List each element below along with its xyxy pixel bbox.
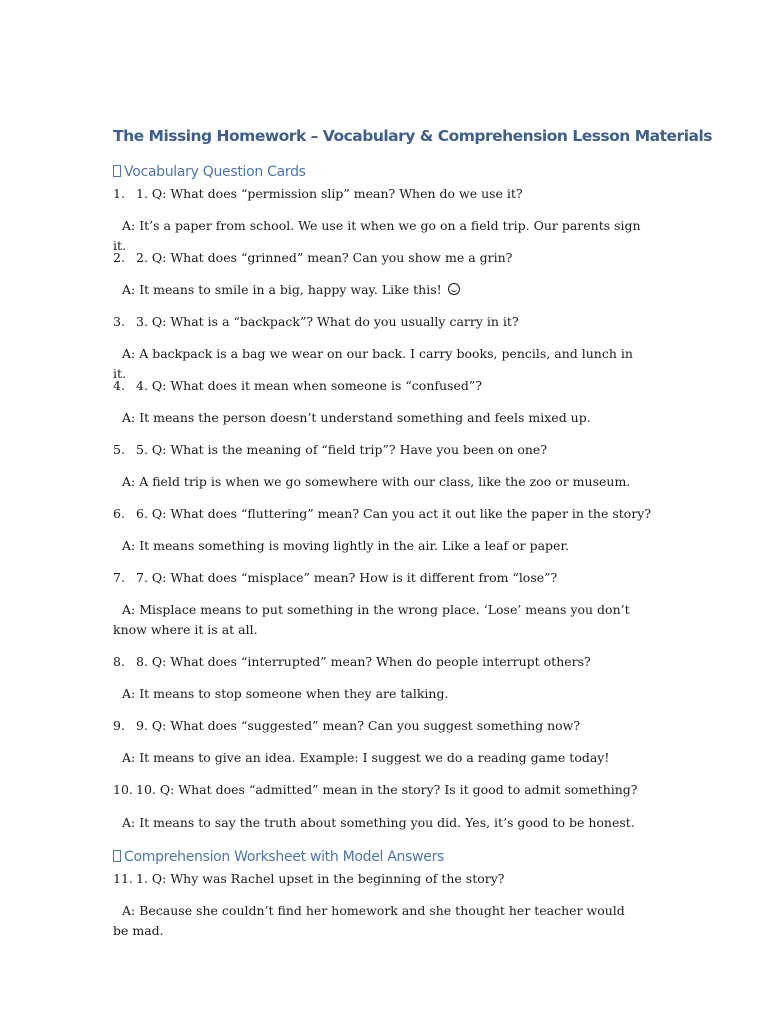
question-text: 3. Q: What is a “backpack”? What do you usually carry in it? [136, 314, 519, 329]
list-item [113, 569, 733, 587]
list-item [113, 505, 733, 523]
list-item [113, 313, 733, 331]
section-heading-vocabulary [113, 162, 713, 182]
answer-text: A: A backpack is a bag we wear on our back. I carry books, pencils, and lunch in it. [113, 346, 633, 381]
question-text: 8. Q: What does “interrupted” mean? When do people interrupt others? [136, 654, 591, 669]
question-text: 6. Q: What does “fluttering” mean? Can you act it out like the paper in the story? [136, 506, 652, 521]
list-item-number: 8. [113, 654, 125, 669]
list-item [113, 249, 733, 267]
list-item-number: 7. [113, 570, 125, 585]
answer-line [113, 280, 643, 300]
answer-text: A: It’s a paper from school. We use it when we go on a field trip. Our parents sign it. [113, 218, 641, 253]
question-text: 10. Q: What does “admitted” mean in the story? Is it good to admit something? [136, 782, 638, 797]
question-text: 5. Q: What is the meaning of “field trip”? Have you been on one? [136, 442, 548, 457]
smiling-face-icon [448, 283, 460, 295]
list-item-number: 10. [113, 782, 133, 797]
section-heading-comprehension [113, 847, 713, 867]
answer-text: A: It means something is moving lightly in the air. Like a leaf or paper. [122, 538, 570, 553]
answer-text: A: It means the person doesn’t understand something and feels mixed up. [122, 410, 591, 425]
question-text: 9. Q: What does “suggested” mean? Can you suggest something now? [136, 718, 581, 733]
list-item [113, 781, 733, 799]
document-title: The Missing Homework – Vocabulary & Comprehension Lesson Materials [113, 127, 713, 145]
list-item [113, 377, 733, 395]
list-item [113, 185, 733, 203]
answer-text: A: It means to give an idea. Example: I suggest we do a reading game today! [122, 750, 610, 765]
answer-text: A: Because she couldn’t find her homework and she thought her teacher would be mad. [113, 903, 625, 938]
list-item [113, 441, 733, 459]
list-item-number: 9. [113, 718, 125, 733]
question-text: 4. Q: What does it mean when someone is “confused”? [136, 378, 482, 393]
answer-text: A: Misplace means to put something in the wrong place. ‘Lose’ means you don’t know where it is at all. [113, 602, 630, 637]
question-text: 7. Q: What does “misplace” mean? How is it different from “lose”? [136, 570, 558, 585]
list-item-number: 3. [113, 314, 125, 329]
list-item-number: 6. [113, 506, 125, 521]
question-text: 1. Q: Why was Rachel upset in the beginning of the story? [136, 871, 505, 886]
section-heading-text: Vocabulary Question Cards [124, 164, 306, 180]
question-text: 1. Q: What does “permission slip” mean? When do we use it? [136, 186, 523, 201]
missing-glyph-icon [113, 850, 121, 862]
list-item-number: 2. [113, 250, 125, 265]
answer-text: A: It means to smile in a big, happy way. Like this! [122, 282, 442, 297]
section-heading-text: Comprehension Worksheet with Model Answers [124, 849, 445, 865]
list-item-number: 4. [113, 378, 125, 393]
list-item-number: 11. [113, 871, 133, 886]
answer-text: A: It means to say the truth about something you did. Yes, it’s good to be honest. [122, 815, 635, 830]
list-item-number: 5. [113, 442, 125, 457]
list-item-number: 1. [113, 186, 125, 201]
list-item [113, 870, 733, 888]
missing-glyph-icon [113, 165, 121, 177]
list-item [113, 717, 733, 735]
question-text: 2. Q: What does “grinned” mean? Can you show me a grin? [136, 250, 513, 265]
answer-text: A: It means to stop someone when they are talking. [122, 686, 449, 701]
list-item [113, 653, 733, 671]
answer-text: A: A field trip is when we go somewhere with our class, like the zoo or museum. [122, 474, 631, 489]
